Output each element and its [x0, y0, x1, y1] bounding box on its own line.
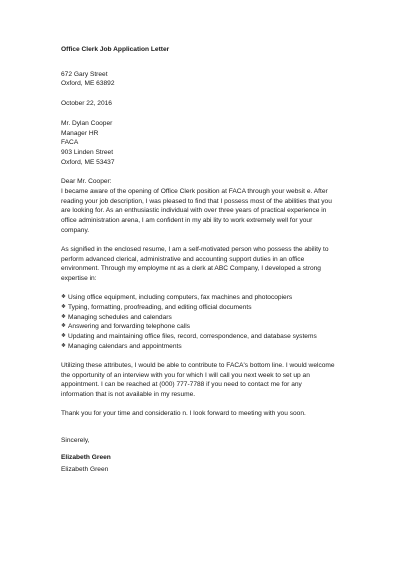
paragraph-thanks [61, 409, 351, 419]
recipient-address [61, 119, 351, 168]
paragraph-line: the opportunity of an interview with you for which I will call you next week to set up an [61, 371, 310, 379]
signature-name-bold: Elizabeth Green [61, 453, 111, 461]
date-text: October 22, 2016 [61, 100, 112, 108]
signature-name: Elizabeth Green [61, 465, 109, 473]
letter-closing [61, 436, 351, 474]
recipient-city: Oxford, ME 53437 [61, 158, 115, 166]
list-item-text: Managing schedules and calendars [68, 313, 172, 321]
paragraph-line: expertise in: [61, 275, 97, 283]
diamond-bullet-icon: ❖ [61, 342, 67, 349]
list-item [61, 313, 351, 323]
sender-street: 672 Gary Street [61, 70, 108, 78]
paragraph-line: reading your job description, I was pleased to find that I possess most of the abilities that you [61, 197, 332, 205]
list-item [61, 293, 351, 303]
diamond-bullet-icon: ❖ [61, 323, 67, 330]
skills-list [61, 293, 351, 351]
recipient-street: 903 Linden Street [61, 148, 114, 156]
diamond-bullet-icon: ❖ [61, 304, 67, 311]
recipient-position: Manager HR [61, 129, 99, 137]
list-item [61, 342, 351, 352]
sender-address [61, 70, 351, 89]
list-item-text: Managing calendars and appointments [68, 342, 182, 350]
paragraph-line: appointment. I can be reached at (000) 777-7788 if you need to contact me for any [61, 381, 302, 389]
paragraph-line: As signified in the enclosed resume, I am a self-motivated person who possess the ability to [61, 246, 329, 254]
paragraph-line: information that is not available in my resume. [61, 391, 196, 399]
valediction: Sincerely, [61, 437, 90, 445]
recipient-name: Mr. Dylan Cooper [61, 119, 113, 127]
paragraph-intro [61, 187, 351, 236]
list-item-text: Answering and forwarding telephone calls [68, 323, 191, 331]
paragraph-line: are looking for. As an enthusiastic individual with over three years of practical experience in [61, 207, 327, 215]
list-item-text: Updating and maintaining office files, record, correspondence, and database systems [68, 333, 317, 341]
paragraph-line: perform advanced clerical, administrative and accounting support duties in an office [61, 255, 305, 263]
list-item [61, 303, 351, 313]
paragraph-contribution [61, 361, 351, 400]
list-item [61, 332, 351, 342]
diamond-bullet-icon: ❖ [61, 333, 67, 340]
salutation-text: Dear Mr. Cooper: [61, 178, 112, 186]
paragraph-line: office administration arena, I am confident in my abi lity to work extremely well for your [61, 217, 313, 225]
paragraph-line: environment. Through my employme nt as a clerk at ABC Company, I developed a strong [61, 265, 321, 273]
recipient-company: FACA [61, 139, 79, 147]
letter-body [61, 45, 351, 474]
list-item-text: Using office equipment, including computers, fax machines and photocopiers [68, 294, 293, 302]
sender-city: Oxford, ME 63892 [61, 80, 115, 88]
diamond-bullet-icon: ❖ [61, 294, 67, 301]
paragraph-line: Thank you for your time and consideratio n. I look forward to meeting with you soon. [61, 410, 306, 418]
list-item-text: Typing, formatting, proofreading, and editing official documents [68, 304, 252, 312]
list-item [61, 322, 351, 332]
diamond-bullet-icon: ❖ [61, 313, 67, 320]
paragraph-line: Utilizing these attributes, I would be able to contribute to FACA's bottom line. I would welcome [61, 362, 335, 370]
paragraph-line: company. [61, 226, 90, 234]
salutation [61, 177, 351, 187]
paragraph-line: I became aware of the opening of Office Clerk position at FACA through your websit e. After [61, 188, 328, 196]
letter-title: Office Clerk Job Application Letter [61, 46, 170, 53]
letter-date [61, 99, 351, 109]
paragraph-skills-intro [61, 245, 351, 284]
